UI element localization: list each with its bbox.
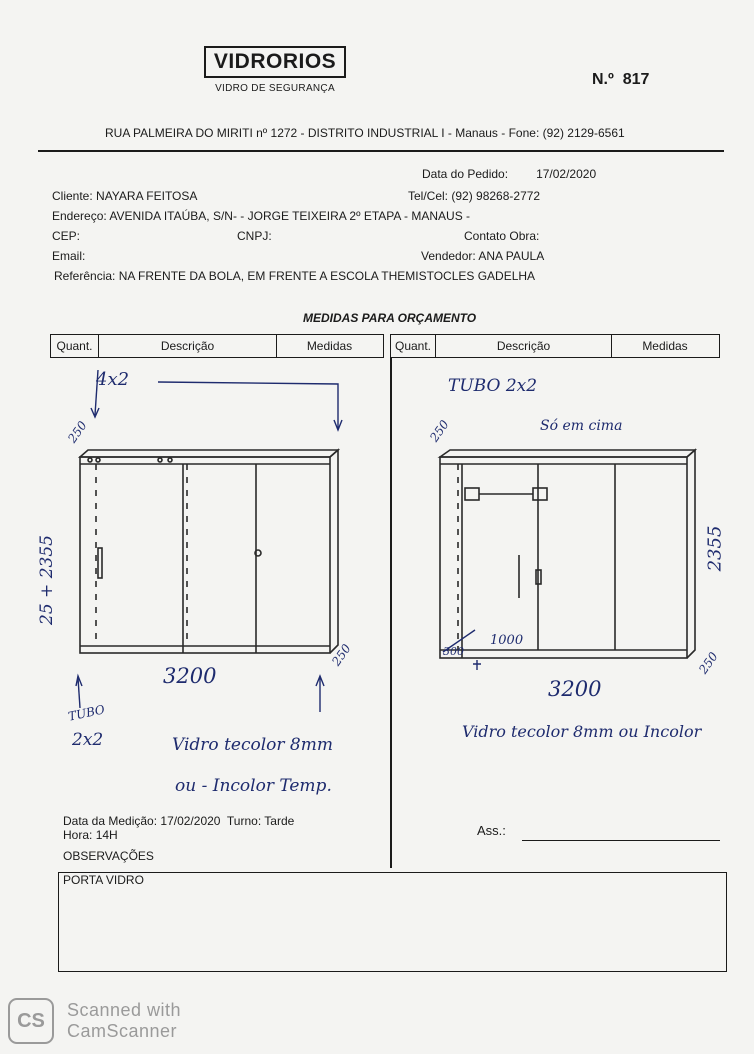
signature-label: Ass.: — [477, 823, 506, 838]
address-field — [52, 209, 470, 223]
left-tube-bottom-size: 2x2 — [72, 730, 104, 750]
company-logo — [204, 46, 346, 78]
contact-label: Contato Obra: — [464, 229, 540, 243]
seller-label: Vendedor: — [421, 249, 476, 263]
left-note-1: Vidro tecolor 8mm — [172, 735, 333, 755]
shift-value: Tarde — [264, 814, 295, 828]
time-value: 14H — [95, 828, 118, 842]
col-measure-right: Medidas — [611, 335, 718, 357]
left-corner-bottom: 250 — [329, 641, 354, 669]
client-label: Cliente: — [52, 189, 93, 203]
client-field — [52, 189, 197, 203]
col-qty-left: Quant. — [56, 339, 93, 353]
left-corner-top: 250 — [65, 418, 90, 446]
seller-field — [421, 249, 544, 263]
cnpj-label: CNPJ: — [237, 229, 272, 243]
left-tube-top: 4x2 — [96, 369, 130, 390]
company-address: RUA PALMEIRA DO MIRITI nº 1272 - DISTRITO INDUSTRIAL I - Manaus - Fone: (92) 2129-6561 — [105, 126, 625, 140]
col-desc-left: Descrição — [98, 335, 276, 357]
right-corner-bottom: 250 — [696, 649, 721, 677]
right-tube-top: TUBO 2x2 — [448, 376, 538, 396]
watermark-line-2: CamScanner — [67, 1021, 178, 1041]
shift-label: Turno: — [226, 814, 262, 828]
left-note-2: ou - Incolor Temp. — [175, 776, 332, 796]
camscanner-logo-icon: CS — [8, 998, 54, 1044]
right-small-1: 300 — [443, 645, 464, 658]
column-divider — [390, 358, 392, 868]
company-tagline: VIDRO DE SEGURANÇA — [215, 83, 335, 94]
col-desc-right: Descrição — [435, 335, 611, 357]
right-small-2: 1000 — [490, 633, 524, 648]
order-date — [422, 167, 596, 181]
table-header-right — [390, 334, 720, 358]
observations-box — [58, 872, 727, 972]
email-label: Email: — [52, 249, 86, 263]
left-tube-bottom-label: TUBO — [66, 702, 107, 724]
right-height: 2355 — [704, 525, 726, 572]
cep-label: CEP: — [52, 229, 81, 243]
col-qty-right: Quant. — [394, 339, 432, 353]
measure-date-value: 17/02/2020 — [160, 814, 221, 828]
client-value: NAYARA FEITOSA — [96, 189, 198, 203]
right-top-note: Só em cima — [540, 418, 623, 434]
company-name: VIDRORIOS — [213, 50, 337, 73]
address-value: AVENIDA ITAÚBA, S/N- - JORGE TEIXEIRA 2º ETAPA - MANAUS - — [109, 209, 471, 223]
table-header-left — [50, 334, 384, 358]
number-label: N.º — [592, 71, 614, 88]
section-title: MEDIDAS PARA ORÇAMENTO — [303, 311, 477, 325]
left-width: 3200 — [163, 664, 217, 688]
reference-value: NA FRENTE DA BOLA, EM FRENTE A ESCOLA THEMISTOCLES GADELHA — [118, 269, 536, 283]
order-date-value: 17/02/2020 — [536, 167, 597, 181]
observations-label: OBSERVAÇÕES — [63, 849, 154, 863]
right-sketch-drawing — [395, 360, 735, 690]
right-corner-top: 250 — [427, 417, 452, 445]
camscanner-watermark — [67, 1000, 181, 1042]
phone-label: Tel/Cel: — [408, 189, 449, 203]
document-number — [592, 71, 649, 89]
phone-field — [408, 189, 540, 203]
right-note: Vidro tecolor 8mm ou Incolor — [462, 722, 702, 741]
left-sketch-drawing — [40, 360, 390, 750]
address-label: Endereço: — [52, 209, 107, 223]
measure-date-field — [63, 814, 294, 828]
header-divider — [38, 150, 724, 152]
right-width: 3200 — [548, 677, 602, 701]
left-height: 25 + 2355 — [36, 535, 57, 625]
measure-date-label: Data da Medição: — [63, 814, 158, 828]
watermark-line-1: Scanned with — [67, 1000, 182, 1020]
order-date-label: Data do Pedido: — [422, 167, 509, 181]
number-value: 817 — [622, 71, 650, 88]
signature-line — [522, 840, 720, 841]
phone-value: (92) 98268-2772 — [451, 189, 541, 203]
reference-field — [54, 269, 535, 283]
observations-text: PORTA VIDRO — [63, 873, 144, 887]
reference-label: Referência: — [54, 269, 116, 283]
seller-value: ANA PAULA — [478, 249, 545, 263]
time-label: Hora: — [63, 828, 93, 842]
col-measure-left: Medidas — [276, 335, 382, 357]
time-field — [63, 828, 118, 842]
